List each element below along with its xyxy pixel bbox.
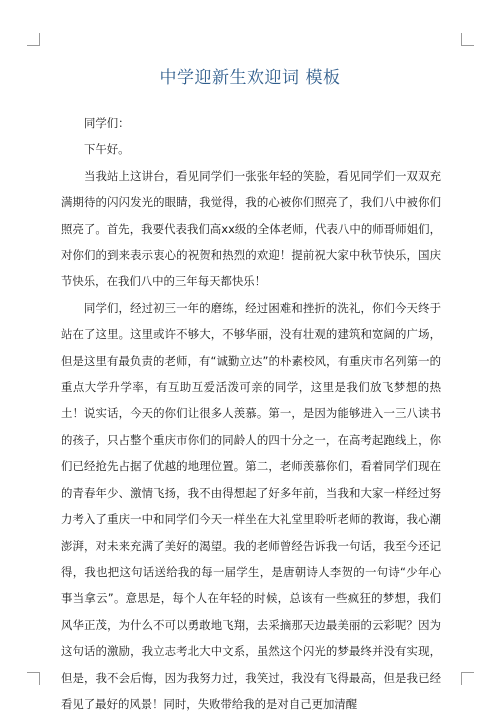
crop-mark-bottom-right (461, 672, 474, 685)
document-body (61, 110, 441, 717)
document-title: 中学迎新生欢迎词 模板 (159, 68, 341, 88)
crop-mark-top-right (461, 33, 474, 46)
paragraph-salutation: 同学们： (84, 116, 130, 130)
crop-mark-bottom-left (27, 672, 40, 685)
paragraph-opening: 当我站上这讲台，看见同学们一张张年轻的笑脸，看见同学们一双双充满期待的闪闪发光的眼睛，我觉得，我的心被你们照亮了，我们八中被你们照亮了。首先，我要代表我们高xx级的全体老师，代表八中的师哥师姐们，对你们的到来表示衷心的祝贺和热烈的欢迎！提前祝大家中秋节快乐，国庆节快乐，在我们八中的三年每天都快乐！ (61, 168, 441, 289)
crop-mark-top-left (27, 33, 40, 46)
paragraph-greeting: 下午好。 (84, 142, 130, 157)
paragraph-main: 同学们，经过初三一年的磨练，经过困难和挫折的洗礼，你们今天终于站在了这里。这里或许不够大，不够华丽，没有壮观的建筑和宽阔的广场，但是这里有最负责的老师，有“诚勤立达”的朴素校风，有重庆市名列第一的重点大学升学率，有互助互爱活泼可亲的同学，这里是我们放飞梦想的热土！说实话，今天的你们让很多人羡慕。第一，是因为能够进入一三八读书的孩子，只占整个重庆市你们的同龄人的四十分之一，在高考起跑线上，你们已经抢先占据了优越的地理位置。第二，老师羡慕你们，看着同学们现在的青春年少、激情飞扬，我不由得想起了好多年前，当我和大家一样经过努力考入了重庆一中和同学们今天一样坐在大礼堂里聆听老师的教诲，我心潮澎湃，对未来充满了美好的渴望。我的老师曾经告诉我一句话，我至今还记得，我也把这句话送给我的每一届学生，是唐朝诗人李贺的一句诗“少年心事当拿云”。意思是，每个人在年轻的时候，总该有一些疯狂的梦想，我们风华正茂，为什么不可以勇敢地飞翔，去采摘那天边最美丽的云彩呢？因为这句话的激励，我立志考北大中文系，虽然这个闪光的梦最终并没有实现，但是，我不会后悔，因为我努力过，我笑过，我没有飞得最高，但是我已经看见了最好的风景！同时，失败带给我的是对自己更加清醒 (61, 300, 441, 711)
